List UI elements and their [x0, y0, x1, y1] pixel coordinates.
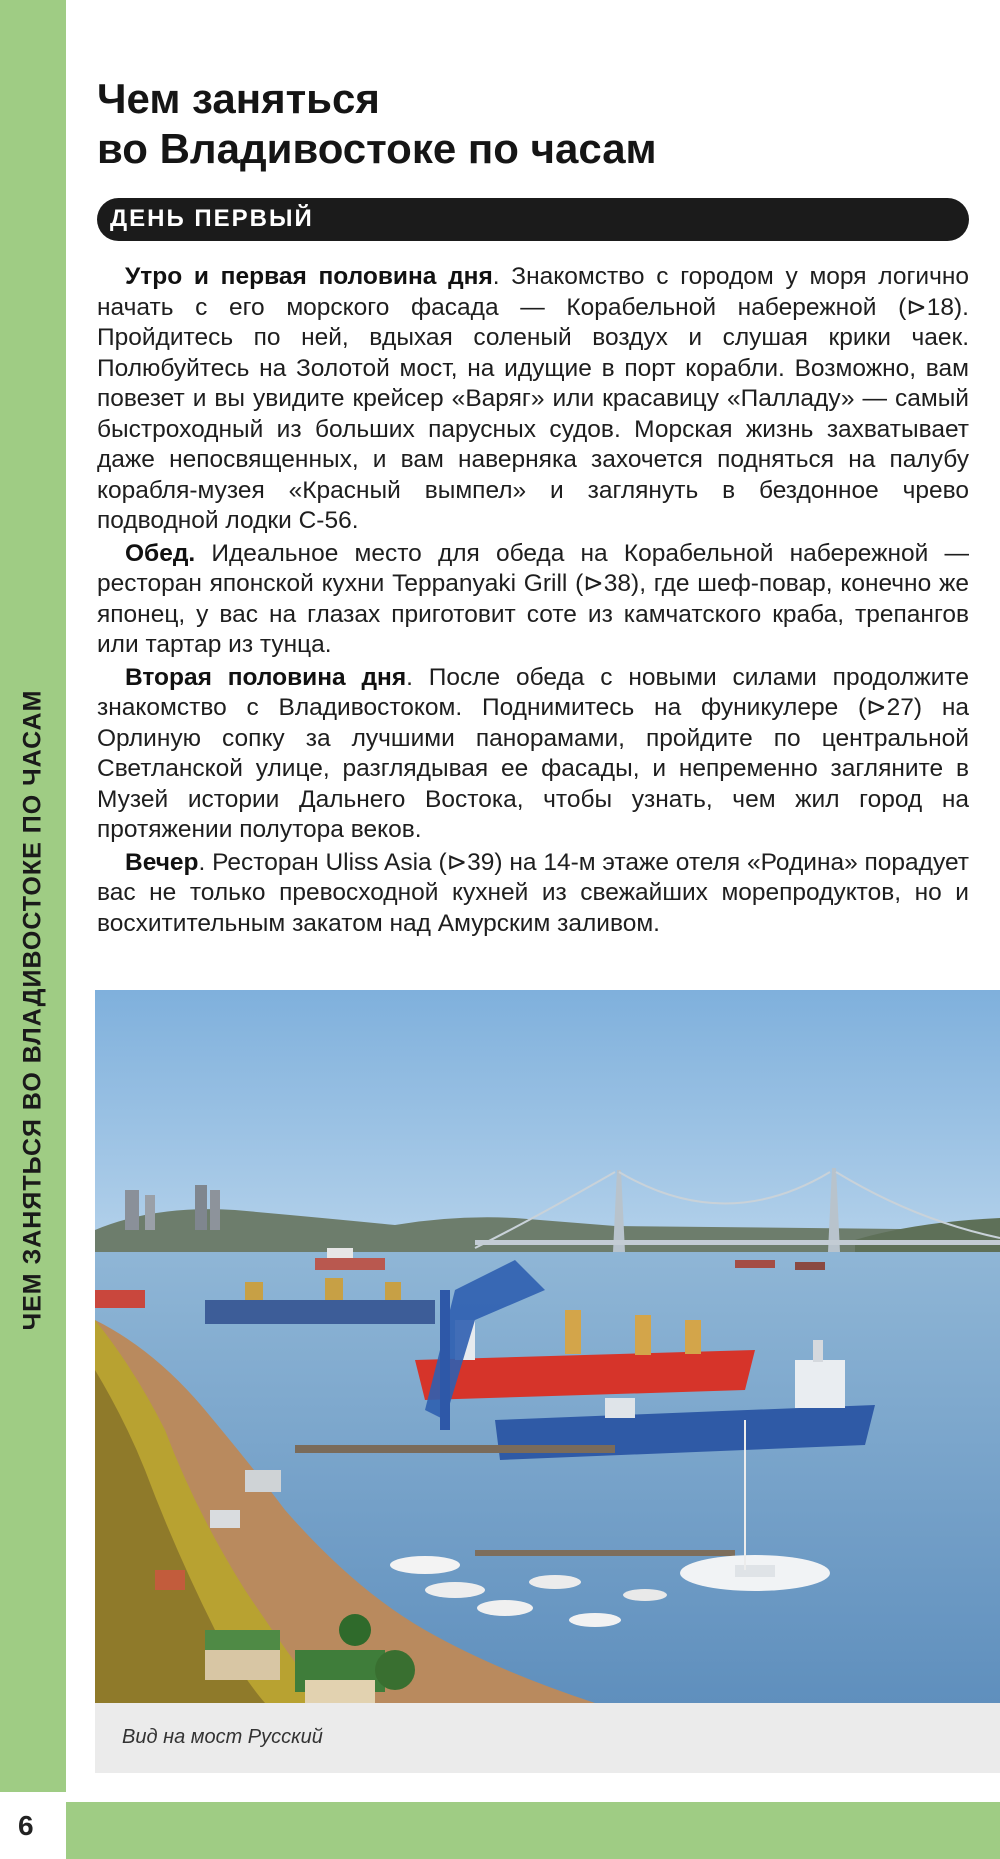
section-text: Идеальное место для обеда на Корабельной набережной — ресторан японской кухни Teppanyaki Grill (⊳38), где шеф-повар, конечно же японец, у вас на глазах приготовит соте из камчатского краба, трепангов или тартар из тунца.	[97, 539, 969, 658]
article-body	[97, 262, 969, 941]
harbor-photo	[95, 990, 1000, 1703]
section-text: . После обеда с новыми силами продолжите знакомство с Владивостоком. Поднимитесь на фуникулере (⊳27) на Орлиную сопку за лучшими панорамами, пройдите по центральной Светланской улице, разглядывая ее фасады, и непременно загляните в Музей истории Дальнего Востока, чтобы узнать, чем жил город на протяжении полутора веков.	[97, 663, 969, 843]
page-title-line-2: во Владивостоке по часам	[97, 125, 657, 172]
photo-caption: Вид на мост Русский	[122, 1726, 323, 1748]
section-heading: Обед.	[125, 539, 196, 567]
side-chapter-label: ЧЕМ ЗАНЯТЬСЯ ВО ВЛАДИВОСТОКЕ ПО ЧАСАМ	[18, 689, 47, 1331]
day-header-label: ДЕНЬ ПЕРВЫЙ	[110, 205, 314, 232]
page-title-line-1: Чем заняться	[97, 75, 380, 122]
page-title	[97, 74, 957, 174]
section-lunch	[97, 539, 969, 661]
section-afternoon	[97, 663, 969, 846]
section-heading: Вечер	[125, 848, 199, 876]
section-heading: Утро и первая половина дня	[125, 263, 493, 290]
bottom-band	[66, 1802, 1000, 1859]
section-heading: Вторая половина дня	[125, 663, 407, 691]
section-morning	[97, 262, 969, 537]
section-evening	[97, 848, 969, 940]
harbor-photo-illustration	[95, 990, 1000, 1703]
section-text: . Ресторан Uliss Asia (⊳39) на 14-м этаже отеля «Родина» порадует вас не только превосходной кухней из свежайших морепродуктов, но и восхитительным закатом над Амурским заливом.	[97, 848, 969, 937]
page-number: 6	[18, 1810, 34, 1841]
section-text: . Знакомство с городом у моря логично начать с его морского фасада — Корабельной набережной (⊳18). Пройдитесь по ней, вдыхая соленый воздух и слушая крики чаек. Полюбуйтесь на Золотой мост, на идущие в порт корабли. Возможно, вам повезет и вы увидите крейсер «Варяг» или красавицу «Палладу» — самый быстроходный из больших парусных судов. Морская жизнь захватывает даже непосвященных, и вам наверняка захочется подняться на палубу корабля-музея «Красный вымпел» и заглянуть в бездонное чрево подводной лодки С-56.	[97, 263, 970, 534]
